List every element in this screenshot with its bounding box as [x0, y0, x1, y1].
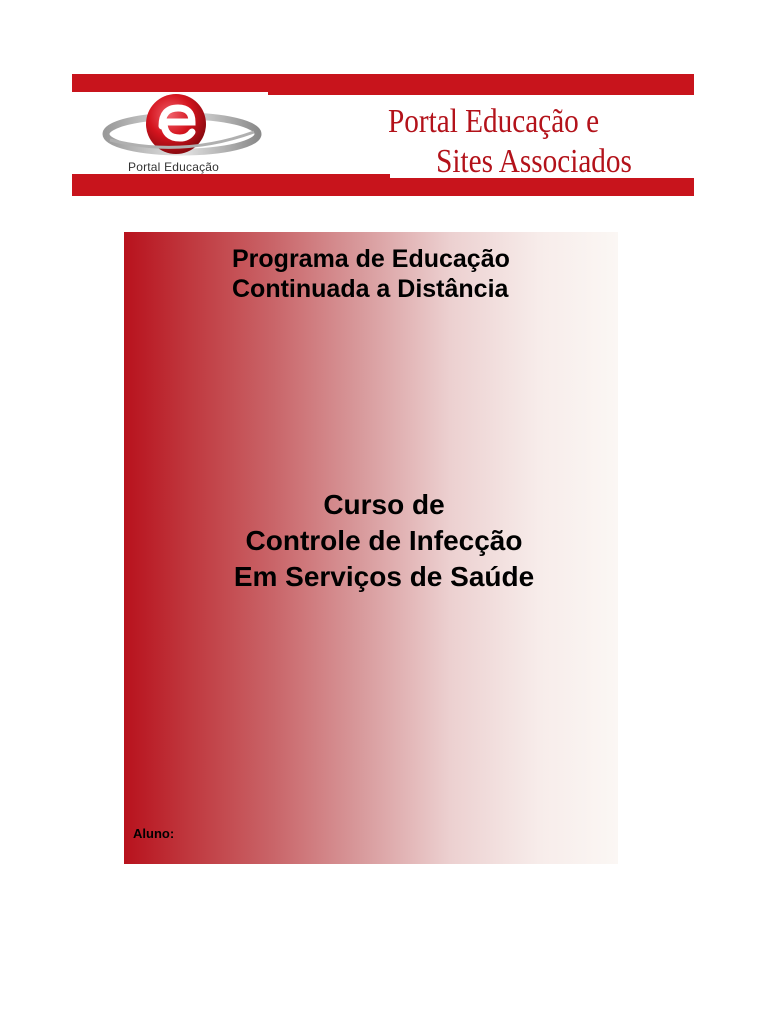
program-heading	[232, 244, 602, 304]
course-title	[124, 487, 644, 595]
student-label: Aluno:	[133, 826, 175, 841]
banner-top-stripe-step	[268, 92, 694, 95]
program-line-1: Programa de Educação	[232, 245, 510, 273]
banner-title-line-1: Portal Educação e	[388, 103, 600, 140]
banner-title-line-2: Sites Associados	[436, 143, 632, 180]
banner-top-stripe	[72, 74, 694, 92]
cover-panel	[124, 232, 618, 864]
logo-caption: Portal Educação	[128, 160, 220, 174]
header-banner	[72, 74, 694, 196]
course-line-1: Curso de	[323, 489, 445, 520]
course-line-2: Controle de Infecção	[245, 525, 523, 556]
program-line-2: Continuada a Distância	[232, 275, 509, 303]
course-line-3: Em Serviços de Saúde	[233, 561, 535, 592]
portal-educacao-logo-icon	[102, 92, 262, 178]
banner-title	[388, 102, 646, 182]
